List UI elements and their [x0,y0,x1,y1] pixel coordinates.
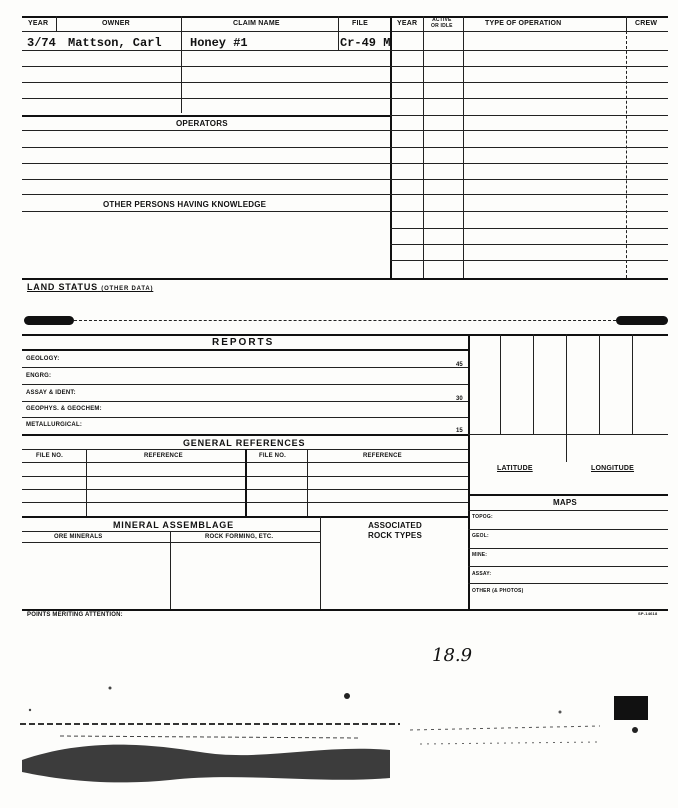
form-number: SP-14618 [638,611,658,616]
longitude-label: LONGITUDE [591,465,635,472]
record-year: 3/74 [27,36,56,50]
map-geol-label: GEOL: [472,533,489,539]
section-land-status: LAND STATUS (OTHER DATA) [27,282,154,292]
report-assay-label: ASSAY & IDENT: [26,390,76,396]
ref-header-file-no-2: FILE NO. [259,453,286,459]
map-other-photos-label: OTHER (& PHOTOS) [472,588,524,594]
ref-header-reference-1: REFERENCE [144,453,183,459]
latitude-label: LATITUDE [497,465,533,472]
header-bottom-rule [22,31,668,32]
section-maps: MAPS [553,498,577,507]
section-general-references: GENERAL REFERENCES [183,438,306,448]
scan-noise-artifact [0,680,678,808]
header-owner: OWNER [102,20,130,27]
scan-smudge-right [616,316,668,325]
header-year-2: YEAR [397,20,418,27]
report-metallurgical-label: METALLURGICAL: [26,422,83,428]
record-owner: Mattson, Carl [68,36,162,50]
header-year: YEAR [28,20,49,27]
report-metallurgical-num: 15 [456,428,463,434]
map-mine-label: MINE: [472,552,488,558]
header-active-idle: ACTIVE OR IDLE [431,17,453,29]
ref-header-reference-2: REFERENCE [363,453,402,459]
section-reports: REPORTS [212,337,275,348]
map-topog-label: TOPOG: [472,514,493,520]
header-crew: CREW [635,20,658,27]
points-meriting-attention-label: POINTS MERITING ATTENTION: [27,612,123,618]
section-operators: OPERATORS [176,119,228,128]
report-geology-num: 45 [456,362,463,368]
mineral-header-rock-forming: ROCK FORMING, ETC. [205,534,274,540]
mineral-header-ore: ORE MINERALS [54,534,103,540]
record-claim-name: Honey #1 [190,36,248,50]
report-geophys-label: GEOPHYS. & GEOCHEM: [26,406,102,412]
map-assay-label: ASSAY: [472,571,492,577]
handwritten-note: 18.9 [432,645,473,666]
scan-smudge-left [24,316,74,325]
record-file: Cr-49 M [340,36,391,50]
ref-header-file-no-1: FILE NO. [36,453,63,459]
report-assay-num: 30 [456,396,463,402]
header-file: FILE [352,20,368,27]
section-associated-rock-types: ASSOCIATED ROCK TYPES [367,521,422,540]
header-type-of-operation: TYPE OF OPERATION [485,20,562,27]
report-engrg-label: ENGRG: [26,373,52,379]
reports-right-border [468,334,470,609]
top-rule [22,16,668,18]
header-claim-name: CLAIM NAME [233,20,280,27]
section-other-persons: OTHER PERSONS HAVING KNOWLEDGE [103,200,267,209]
report-geology-label: GEOLOGY: [26,356,60,362]
section-mineral-assemblage: MINERAL ASSEMBLAGE [113,520,234,530]
section-divider-land [22,278,668,280]
